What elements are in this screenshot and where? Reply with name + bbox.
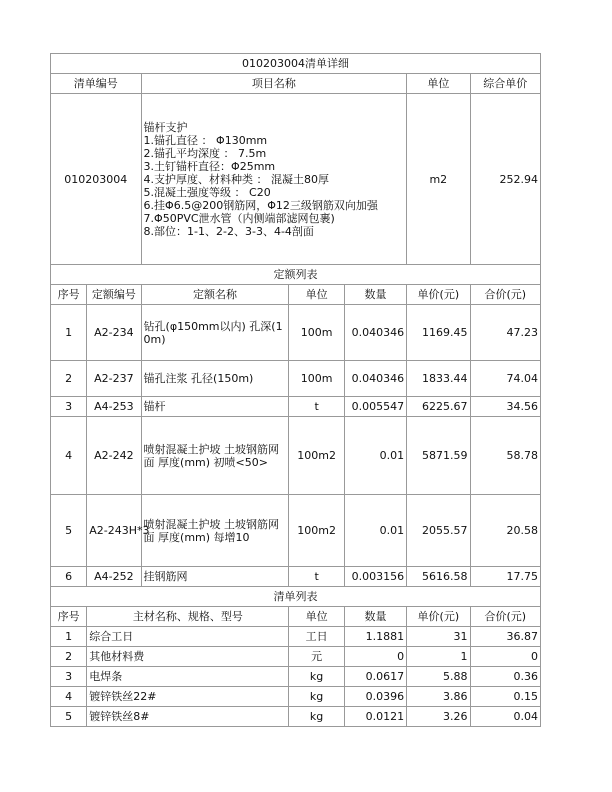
column-header: 定额编号 [87,285,141,305]
quota-unit-price: 5871.59 [407,417,470,495]
item-price: 252.94 [470,94,540,265]
material-quantity: 0.0121 [344,707,406,727]
item-code: 010203004 [51,94,142,265]
description-line: 4.支护厚度、材料种类 ： 混凝土80厚 [143,172,330,186]
material-unit-price: 3.86 [407,687,470,707]
quota-quantity: 0.003156 [344,567,406,587]
material-name: 其他材料费 [87,647,289,667]
material-name: 综合工日 [87,627,289,647]
quota-unit-price: 2055.57 [407,495,470,567]
sheet-title: 010203004清单详细 [51,54,541,74]
material-name: 镀锌铁丝8# [87,707,289,727]
quota-code: A2-237 [87,361,141,397]
table-row [51,707,541,727]
material-unit-price: 3.26 [407,707,470,727]
quota-quantity: 0.01 [344,495,406,567]
column-header: 单价(元) [407,285,470,305]
row-number: 2 [51,361,87,397]
material-unit: 工日 [289,627,344,647]
material-unit: 元 [289,647,344,667]
quota-unit-price: 1169.45 [407,305,470,361]
quota-name: 锚孔注浆 孔径(150m) [141,361,289,397]
column-header: 单位 [289,285,344,305]
material-quantity: 0 [344,647,406,667]
unit-header: 单位 [407,74,470,94]
quota-name: 喷射混凝土护坡 土坡钢筋网面 厚度(mm) 每增10 [141,495,289,567]
item-unit: m2 [407,94,470,265]
quota-total: 74.04 [470,361,540,397]
material-unit-price: 5.88 [407,667,470,687]
row-number: 5 [51,707,87,727]
quota-unit-price: 1833.44 [407,361,470,397]
quota-total: 20.58 [470,495,540,567]
quota-quantity: 0.040346 [344,361,406,397]
quota-unit: 100m2 [289,495,344,567]
quota-unit: t [289,397,344,417]
quota-total: 58.78 [470,417,540,495]
description-line: 1.锚孔直径 ： Φ130mm [143,133,268,147]
column-header: 单价(元) [407,607,470,627]
row-number: 6 [51,567,87,587]
quota-unit: t [289,567,344,587]
material-name: 镀锌铁丝22# [87,687,289,707]
column-header: 序号 [51,285,87,305]
material-quantity: 1.1881 [344,627,406,647]
material-total: 0.04 [470,707,540,727]
column-header: 序号 [51,607,87,627]
table-row [51,687,541,707]
quota-unit: 100m [289,361,344,397]
description-line: 锚杆支护 [143,120,188,134]
table-row [51,417,541,495]
material-unit: kg [289,687,344,707]
description-line: 5.混凝土强度等级 ： C20 [143,185,271,199]
quota-total: 34.56 [470,397,540,417]
quota-name: 钻孔(φ150mm以内) 孔深(10m) [141,305,289,361]
column-header: 合价(元) [470,607,540,627]
material-total: 0 [470,647,540,667]
row-number: 1 [51,305,87,361]
row-number: 4 [51,417,87,495]
description-line: 7.Φ50PVC泄水管（内侧端部滤网包裹) [143,211,335,225]
materials-section-title: 清单列表 [51,587,541,607]
table-row [51,495,541,567]
quota-name: 喷射混凝土护坡 土坡钢筋网面 厚度(mm) 初喷<50> [141,417,289,495]
row-number: 2 [51,647,87,667]
table-row [51,627,541,647]
detail-sheet [50,53,541,727]
quota-code: A2-234 [87,305,141,361]
code-header: 清单编号 [51,74,142,94]
table-row [51,567,541,587]
table-row [51,397,541,417]
quota-unit: 100m2 [289,417,344,495]
quota-header-row [51,285,541,305]
table-row [51,361,541,397]
material-unit-price: 1 [407,647,470,667]
table-row [51,305,541,361]
material-total: 0.15 [470,687,540,707]
table-row [51,647,541,667]
column-header: 数量 [344,607,406,627]
quota-name: 挂钢筋网 [141,567,289,587]
quota-quantity: 0.040346 [344,305,406,361]
material-unit-price: 31 [407,627,470,647]
material-total: 36.87 [470,627,540,647]
materials-header-row [51,607,541,627]
price-header: 综合单价 [470,74,540,94]
material-name: 电焊条 [87,667,289,687]
quota-quantity: 0.005547 [344,397,406,417]
row-number: 5 [51,495,87,567]
quota-total: 47.23 [470,305,540,361]
row-number: 4 [51,687,87,707]
quota-code: A4-252 [87,567,141,587]
quota-total: 17.75 [470,567,540,587]
column-header: 合价(元) [470,285,540,305]
quota-code: A2-242 [87,417,141,495]
material-unit: kg [289,707,344,727]
material-unit: kg [289,667,344,687]
quota-quantity: 0.01 [344,417,406,495]
column-header: 单位 [289,607,344,627]
row-number: 3 [51,397,87,417]
description-line: 2.锚孔平均深度 ： 7.5m [143,146,267,160]
row-number: 1 [51,627,87,647]
quota-unit-price: 5616.58 [407,567,470,587]
quota-unit-price: 6225.67 [407,397,470,417]
quota-code: A2-243H*3 [87,495,141,567]
name-header: 项目名称 [141,74,407,94]
quota-name: 锚杆 [141,397,289,417]
table-row [51,667,541,687]
quota-unit: 100m [289,305,344,361]
description-line: 8.部位：1-1、2-2、3-3、4-4剖面 [143,224,314,238]
column-header: 主材名称、规格、型号 [87,607,289,627]
row-number: 3 [51,667,87,687]
material-total: 0.36 [470,667,540,687]
item-description [141,94,407,265]
description-line: 6.挂Φ6.5@200钢筋网，Φ12三级钢筋双向加强 [143,198,378,212]
material-quantity: 0.0396 [344,687,406,707]
material-quantity: 0.0617 [344,667,406,687]
description-line: 3.土钉锚杆直径：Φ25mm [143,159,276,173]
column-header: 定额名称 [141,285,289,305]
quota-code: A4-253 [87,397,141,417]
column-header: 数量 [344,285,406,305]
quota-section-title: 定额列表 [51,265,541,285]
